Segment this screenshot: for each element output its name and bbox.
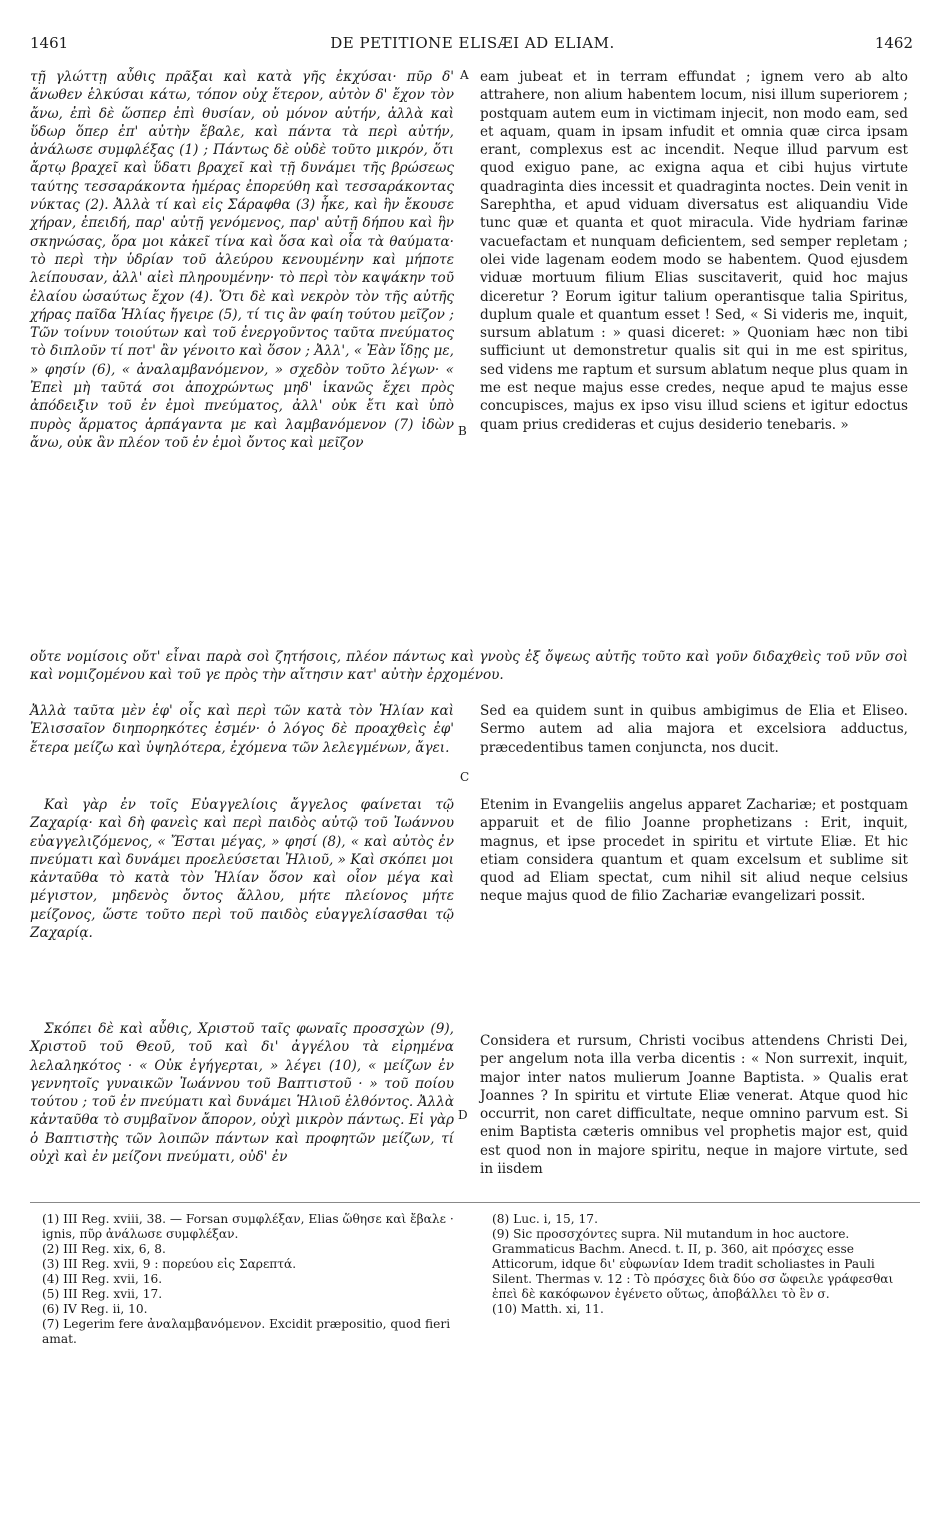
section-marker-b: B	[458, 424, 467, 438]
latin-paragraph-3: Etenim in Evangeliis angelus apparet Zachariæ; et postquam apparuit et de filio Joanne prophetizans : Erit, inquit, magnus, et ipse procedet in spiritu et virtute Eliæ. Et hic etiam considera quantum et quam excelsum et sublime sit quod ad Eliam spectat, cum nihil sit aliud neque celsius neque majus quod de filio Zachariæ evangelizari possit.	[480, 797, 908, 905]
footnote-divider	[30, 1202, 920, 1203]
footnote-7: (7) Legerim fere ἀναλαμβανόμενον. Excidit præpositio, quod fieri amat.	[42, 1317, 451, 1346]
latin-paragraph-4: Considera et rursum, Christi vocibus attendens Christi Dei, per angelum nota illa verba dicentis : « Non surrexit, inquit, major inter natos mulierum Joanne Baptista. » Qualis erat Joannes ? In spiritu et virtute Eliæ venerat. Atque quod hic occurrit, non caret difficultate, neque omnino parvum est. Si enim Baptista cæteris omnibus vel prophetis major est, quid est quod non in majore spiritu, neque in majore virtute, sed in iisdem	[480, 1033, 908, 1178]
footnote-1: (1) III Reg. xviii, 38. — Forsan συμφλέξαν, Elias ὥθησε καὶ ἔβαλε · ignis, πῦρ ἀνάλωσε συμφλέξαν.	[42, 1212, 454, 1241]
footnote-3: (3) III Reg. xvii, 9 : πορεύου εἰς Σαρεπτά.	[42, 1257, 297, 1271]
greek-paragraph-4: Σκόπει δὲ καὶ αὖθις, Χριστοῦ ταῖς φωναῖς προσσχὼν (9), Χριστοῦ τοῦ Θεοῦ, τοῦ καὶ δι' ἀγγέλου τὰ εἰρημένα λελαληκότος · « Οὐκ ἐγήγερται, » λέγει (10), « μείζων ἐν γεννητοῖς γυναικῶν Ἰωάννου τοῦ Βαπτιστοῦ · » τοῦ ποίου τούτου ; τοῦ ἐν πνεύματι καὶ δυνάμει Ἡλιοῦ ἐλθόντος. Ἀλλὰ κἀνταῦθα τὸ συμβαῖνον ἄπορον, οὐχὶ μικρὸν πάντως. Εἰ γὰρ ὁ Βαπτιστὴς τῶν λοιπῶν πάντων καὶ προφητῶν μείζων, τί οὐχὶ καὶ ἐν μείζονι πνεύματι, οὐδ' ἐν	[30, 1021, 454, 1166]
section-marker-d: D	[458, 1108, 468, 1122]
page-number-right: 1462	[874, 34, 913, 52]
latin-paragraph-2: Sed ea quidem sunt in quibus ambigimus de Elia et Eliseo. Sermo autem ad alia majora et excelsiora adductus, præcedentibus tamen conjuncta, nos ducit.	[480, 703, 908, 756]
section-marker-a: A	[460, 68, 469, 82]
footnote-2: (2) III Reg. xix, 6, 8.	[42, 1242, 166, 1256]
section-marker-c: C	[460, 770, 470, 784]
footnote-8: (8) Luc. i, 15, 17.	[492, 1212, 598, 1226]
footnote-10: (10) Matth. xi, 11.	[492, 1302, 604, 1316]
footnotes-right	[480, 1212, 908, 1317]
page-number-left: 1461	[30, 34, 69, 52]
footnote-4: (4) III Reg. xvii, 16.	[42, 1272, 163, 1286]
latin-paragraph-1: eam jubeat et in terram effundat ; ignem vero ab alto attrahere, non alium habentem locum, nisi illum superiorem ; postquam autem eum in victimam injecit, non modo eam, sed et aquam, quam in ipsam infudit et omnia quæ circa ipsam erant, complexus est ac incendit. Neque illud parvum est quod exiguo pane, ac exigna aqua et cibi hujus virtute quadraginta dies incessit et quadraginta noctes. Dein venit in Sarephtha, et apud viduam diversatus est aliquandiu Vide tunc quæ et quanta et quot miracula. Vide hydriam farinæ vacuefactam et nunquam deficientem, sed semper repletam ; olei vide lagenam eodem modo se habentem. Quod ejusdem viduæ mortuum filium Elias suscitaverit, quid hoc majus diceretur ? Eorum igitur talium operantisque talia Spiritus, duplum quale et quantum esset ! Sed, « Si videris me, inquit, sursum ablatum : » quasi diceret: » Quoniam hæc non tibi sufficiunt ut demonstretur qualis sit qui in me est spiritus, sed videns me raptum et sursum ablatum neque plus quam in me est neque majus esse credes, neque apud te majus esse concupisces, majus ex ipso visu illud sciens et igitur edoctus quam prius credideras et cujus desiderio tenebaris. »	[480, 69, 908, 433]
greek-paragraph-1: τῇ γλώττῃ αὖθις πρᾶξαι καὶ κατὰ γῆς ἐκχύσαι· πῦρ δ' ἄνωθεν ἑλκύσαι κάτω, τόπον οὐχ ἕτερον, αὐτὸν δ' ἔχον τὸν ἄνω, ἐπὶ δὲ ὥσπερ ἐπὶ θυσίαν, οὐ μόνον αὐτήν, ἀλλὰ καὶ ὕδωρ ὅπερ ἐπ' αὐτὴν ἔβαλε, καὶ πάντα τὰ περὶ αὐτήν, ἀνάλωσε συμφλέξας (1) ; Πάντως δὲ οὐδὲ τοῦτο μικρόν, ὅτι ἄρτῳ βραχεῖ καὶ ὕδατι βραχεῖ καὶ τῇ δυνάμει τῆς βρώσεως ταύτης τεσσαράκοντα ἡμέρας ἐπορεύθη καὶ τεσσαράκοντας νύκτας (2). Ἀλλὰ τί καὶ εἰς Σάραφθα (3) ἧκε, καὶ ἣν ἔκουσε χήραν, ἐπειδή, παρ' αὐτῇ γενόμενος, παρ' αὐτῇ δήπου καὶ ἣν σκηνώσας, ὅρα μοι κἀκεῖ τίνα καὶ ὅσα καὶ οἷα τὰ θαύματα· τὸ περὶ τὴν ὑδρίαν τοῦ ἀλεύρου κενουμένην καὶ μήποτε λείπουσαν, ἀλλ' αἰεὶ πληρουμένην· τὸ περὶ τὸν καψάκην τοῦ ἐλαίου ὡσαύτως ἔχον (4). Ὅτι δὲ καὶ νεκρὸν τὸν τῆς αὐτῆς χήρας παῖδα Ἡλίας ἤγειρε (5), τί τις ἂν φαίη τούτου μεῖζον ; Τῶν τοίνυν τοιούτων καὶ τοῦ ἐνεργοῦντος ταῦτα πνεύματος τὸ διπλοῦν τί ποτ' ἂν γένοιτο καὶ ὅσον ; Ἀλλ', « Ἐὰν ἴδῃς με, » φησίν (6), « ἀναλαμβανόμενον, » σχεδὸν τοῦτο λέγων· « Ἐπεὶ μὴ ταῦτά σοι ἀποχρώντως μηδ' ἱκανῶς ἔχει πρὸς ἀπόδειξιν τοῦ ἐν ἐμοὶ πνεύματος, ἀλλ' οὐκ ἔτι καὶ ὑπὸ πυρὸς ἅρματος ἁρπάγαντα με καὶ λαμβανόμενον (7) ἰδὼν ἄνω, οὐκ ἂν πλέον τοῦ ἐν ἐμοὶ ὄντος καὶ μεῖζον	[30, 69, 454, 451]
running-title: DE PETITIONE ELISÆI AD ELIAM.	[330, 34, 615, 52]
footnotes-left	[30, 1212, 460, 1347]
greek-full-width-line: οὔτε νομίσοις οὔτ' εἶναι παρὰ σοὶ ζητήσοις, πλέον πάντως καὶ γνοὺς ἐξ ὄψεως αὐτῆς τοῦτο καὶ γοῦν διδαχθεὶς τοῦ νῦν σοὶ καὶ νομιζομένου καὶ τοῦ γε πρὸς τὴν αἴτησιν κατ' αὐτὴν ἐρχομένου.	[30, 649, 908, 684]
footnote-6: (6) IV Reg. ii, 10.	[42, 1302, 148, 1316]
greek-paragraph-3: Καὶ γὰρ ἐν τοῖς Εὐαγγελίοις ἄγγελος φαίνεται τῷ Ζαχαρίᾳ· καὶ δὴ φανεὶς καὶ περὶ παιδὸς αὐτῷ τοῦ Ἰωάννου εὐαγγελιζόμενος, « Ἔσται μέγας, » φησί (8), « καὶ αὐτὸς ἐν πνεύματι καὶ δυνάμει προελεύσεται Ἠλιοῦ, » Καὶ σκόπει μοι κἀνταῦθα τὸ κατὰ τὸν Ἡλίαν ὅσον καὶ οἷον μέγα καὶ μέγιστον, μηδενὸς ὄντος ἄλλου, μήτε πλείονος μήτε μείζονος, ὥστε τοῦτο περὶ τοῦ παιδὸς εὐαγγελίσασθαι τῷ Ζαχαρίᾳ.	[30, 797, 454, 942]
greek-paragraph-2: Ἀλλὰ ταῦτα μὲν ἐφ' οἷς καὶ περὶ τῶν κατὰ τὸν Ἡλίαν καὶ Ἐλισσαῖον διηπορηκότες ἐσμέν· ὁ λόγος δὲ προαχθεὶς ἐφ' ἕτερα μείζω καὶ ὑψηλότερα, ἐχόμενα τῶν λελεγμένων, ἄγει.	[30, 703, 454, 756]
footnote-9: (9) Sic προσσχόντες supra. Nil mutandum in hoc auctore. Grammaticus Bachm. Anecd. t. II, p. 360, ait πρόσχες esse Atticorum, idque δι' εὐφωνίαν Idem tradit scholiastes in Pauli Silent. Thermas v. 12 : Τὸ πρόσχες διὰ δύο σσ ὤφειλε γράφεσθαι ἐπεὶ δὲ κακόφωνον ἐγένετο οὕτως, ἀποβάλλει τὸ ἓν σ.	[492, 1227, 894, 1301]
footnote-5: (5) III Reg. xvii, 17.	[42, 1287, 163, 1301]
